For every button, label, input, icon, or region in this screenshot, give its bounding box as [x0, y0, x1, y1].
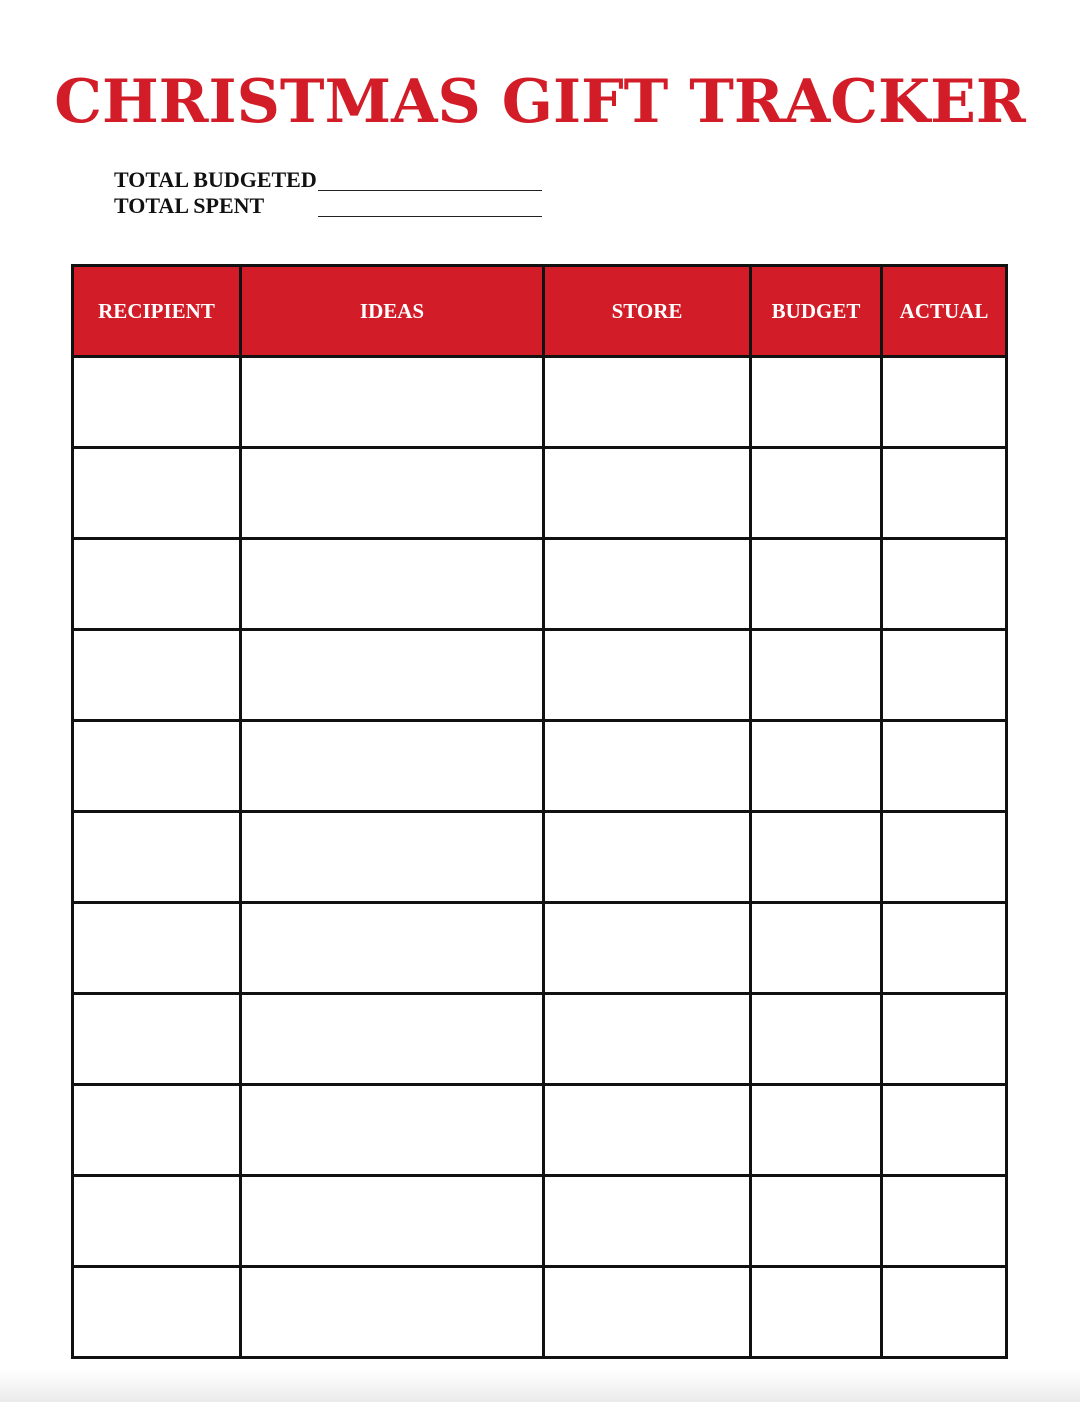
budget-cell[interactable] — [751, 1267, 882, 1358]
total-budgeted-row — [114, 166, 542, 192]
recipient-cell[interactable] — [73, 812, 241, 903]
budget-cell[interactable] — [751, 721, 882, 812]
recipient-cell[interactable] — [73, 630, 241, 721]
budget-cell[interactable] — [751, 812, 882, 903]
actual-cell[interactable] — [882, 448, 1007, 539]
actual-cell[interactable] — [882, 812, 1007, 903]
budget-cell[interactable] — [751, 630, 882, 721]
store-cell[interactable] — [544, 357, 751, 448]
budget-cell[interactable] — [751, 1176, 882, 1267]
table-row — [73, 721, 1007, 812]
budget-cell[interactable] — [751, 357, 882, 448]
table-row — [73, 448, 1007, 539]
store-cell[interactable] — [544, 994, 751, 1085]
ideas-cell[interactable] — [241, 994, 544, 1085]
actual-cell[interactable] — [882, 1267, 1007, 1358]
header-row — [73, 266, 1007, 357]
budget-cell[interactable] — [751, 1085, 882, 1176]
column-header-recipient: RECIPIENT — [73, 266, 241, 357]
total-budgeted-field[interactable] — [318, 190, 542, 191]
store-cell[interactable] — [544, 539, 751, 630]
recipient-cell[interactable] — [73, 994, 241, 1085]
total-spent-field[interactable] — [318, 216, 542, 217]
actual-cell[interactable] — [882, 903, 1007, 994]
actual-cell[interactable] — [882, 357, 1007, 448]
total-spent-row — [114, 192, 542, 218]
store-cell[interactable] — [544, 1085, 751, 1176]
actual-cell[interactable] — [882, 1085, 1007, 1176]
store-cell[interactable] — [544, 630, 751, 721]
column-header-ideas: IDEAS — [241, 266, 544, 357]
store-cell[interactable] — [544, 1176, 751, 1267]
ideas-cell[interactable] — [241, 630, 544, 721]
recipient-cell[interactable] — [73, 903, 241, 994]
ideas-cell[interactable] — [241, 1267, 544, 1358]
budget-cell[interactable] — [751, 539, 882, 630]
ideas-cell[interactable] — [241, 1085, 544, 1176]
ideas-cell[interactable] — [241, 448, 544, 539]
totals-section — [114, 166, 542, 218]
budget-cell[interactable] — [751, 903, 882, 994]
column-header-actual: ACTUAL — [882, 266, 1007, 357]
budget-cell[interactable] — [751, 448, 882, 539]
page-title: CHRISTMAS GIFT TRACKER — [54, 67, 1026, 137]
ideas-cell[interactable] — [241, 903, 544, 994]
ideas-cell[interactable] — [241, 539, 544, 630]
table-row — [73, 994, 1007, 1085]
ideas-cell[interactable] — [241, 812, 544, 903]
actual-cell[interactable] — [882, 721, 1007, 812]
column-header-store: STORE — [544, 266, 751, 357]
budget-cell[interactable] — [751, 994, 882, 1085]
total-spent-label: TOTAL SPENT — [114, 193, 265, 218]
actual-cell[interactable] — [882, 539, 1007, 630]
column-header-budget: BUDGET — [751, 266, 882, 357]
store-cell[interactable] — [544, 721, 751, 812]
table-row — [73, 630, 1007, 721]
table-row — [73, 812, 1007, 903]
actual-cell[interactable] — [882, 1176, 1007, 1267]
actual-cell[interactable] — [882, 994, 1007, 1085]
recipient-cell[interactable] — [73, 539, 241, 630]
table-header — [73, 266, 1007, 357]
table-row — [73, 357, 1007, 448]
recipient-cell[interactable] — [73, 357, 241, 448]
recipient-cell[interactable] — [73, 1176, 241, 1267]
recipient-cell[interactable] — [73, 448, 241, 539]
store-cell[interactable] — [544, 448, 751, 539]
page-edge-shadow — [0, 1370, 1080, 1402]
ideas-cell[interactable] — [241, 721, 544, 812]
ideas-cell[interactable] — [241, 357, 544, 448]
ideas-cell[interactable] — [241, 1176, 544, 1267]
table-row — [73, 1176, 1007, 1267]
store-cell[interactable] — [544, 903, 751, 994]
recipient-cell[interactable] — [73, 1267, 241, 1358]
actual-cell[interactable] — [882, 630, 1007, 721]
recipient-cell[interactable] — [73, 1085, 241, 1176]
table-body — [73, 357, 1007, 1358]
store-cell[interactable] — [544, 1267, 751, 1358]
store-cell[interactable] — [544, 812, 751, 903]
table-row — [73, 1085, 1007, 1176]
total-budgeted-label: TOTAL BUDGETED — [114, 167, 317, 192]
recipient-cell[interactable] — [73, 721, 241, 812]
table-row — [73, 903, 1007, 994]
table-row — [73, 539, 1007, 630]
table-row — [73, 1267, 1007, 1358]
gift-tracker-table — [71, 264, 1008, 1359]
